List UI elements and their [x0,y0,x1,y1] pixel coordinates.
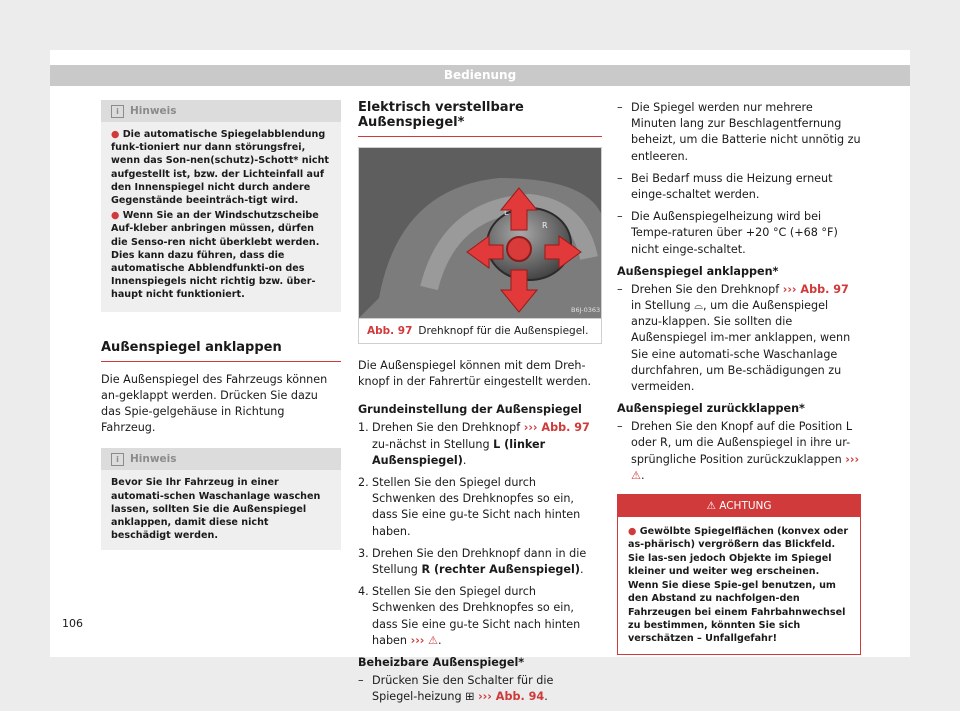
svg-text:R: R [542,221,548,230]
page-number: 106 [62,617,83,630]
note-box [101,448,341,550]
list-item: – Drehen Sie den Drehknopf ››› Abb. 97 in Stellung ⌓, um die Außenspiegel anzu-klappen. Sie sollten die Außenspiegel im-mer anklappen, wenn Sie eine automati-sche Waschanlage durchfahren, um Be-schädigungen zu vermeiden. [617,282,851,394]
figure-link[interactable]: ››› Abb. 97 [782,282,849,296]
warning-icon: ⚠ [427,633,439,647]
note-body: Bevor Sie Ihr Fahrzeug in einer automati-schen Waschanlage waschen lassen, sollten Sie die Außenspiegel anklappen, damit diese nicht beschädigt werden. [111,477,321,542]
list-item: – Drehen Sie den Knopf auf die Position L oder R, um die Außenspiegel in ihre ur-sprüngliche Position zurückzuklappen ››› ⚠. [617,420,860,482]
section-title: Elektrisch verstellbare Außenspiegel* [358,100,602,137]
subheading: Außenspiegel anklappen* [617,264,779,278]
paragraph: Die Außenspiegel können mit dem Dreh-knopf in der Fahrertür eingestellt werden. [358,359,592,389]
note-box [101,100,341,312]
figure-code: B6J-0363 [571,306,601,314]
warning-icon: ⚠ [706,500,716,513]
svg-text:L: L [504,208,509,217]
header-bar: Bedienung [50,65,910,86]
list-item: 3. Drehen Sie den Drehknopf dann in die Stellung R (rechter Außenspiegel). [358,546,587,577]
list-item: 4. Stellen Sie den Spiegel durch Schwenken des Drehknopfes so ein, dass Sie eine gu-te Sicht nach hinten haben ››› ⚠. [358,585,581,647]
figure-link[interactable]: ››› Abb. 97 [523,421,590,435]
info-icon: i [111,105,124,118]
note-header: i Hinweis [101,100,341,122]
warning-link[interactable]: ››› [845,452,860,466]
mirror-heating-icon: ⊞ [465,690,475,704]
list-item: 1. Drehen Sie den Drehknopf ››› Abb. 97 zu-nächst in Stellung L (linker Außenspiegel). [358,421,590,467]
figure [358,147,602,344]
note-header: i Hinweis [101,448,341,470]
note-item: ● Die automatische Spiegelabblendung funk-tioniert nur dann störungsfrei, wenn das Son-nen(schutz)-Schott* nicht aufgestellt ist, bzw. der Lichteinfall auf den Innenspiegel nicht durch andere Gegenstände beeinträch-tigt wird. [111,129,329,207]
list-item: – Die Außenspiegelheizung wird bei Tempe-raturen über +20 °C (+68 °F) nicht einge-schaltet. [617,210,838,256]
paragraph: Die Außenspiegel des Fahrzeugs können an-geklappt werden. Drücken Sie dazu das Spie-gelgehäuse in Richtung Fahrzeug. [101,372,328,435]
subheading: Grundeinstellung der Außenspiegel [358,403,582,417]
column-middle [358,100,602,711]
list-item: – Drücken Sie den Schalter für die Spiegel-heizung ⊞ ››› Abb. 94. [358,674,554,704]
warning-link[interactable]: ››› [410,633,425,647]
column-right [617,100,861,655]
note-item: ● Wenn Sie an der Windschutzscheibe Auf-kleber anbringen müssen, dürfen die Senso-ren nicht überklebt werden. Dies kann dazu führen, dass die automatische Abblendfunkti-on des Innenspiegels nicht richtig bzw. über-haupt nicht funktioniert. [111,210,320,301]
warning-box [617,494,861,655]
note-body [101,122,341,312]
figure-caption: Abb. 97 Drehknopf für die Außenspiegel. [359,318,601,343]
mirror-knob-photo [359,148,601,318]
warning-icon: ⚠ [631,468,642,482]
subheading: Außenspiegel zurückklappen* [617,402,805,416]
figure-link[interactable]: ››› Abb. 94 [478,690,545,704]
warning-body: ● Gewölbte Spiegelflächen (konvex oder as-phärisch) vergrößern das Blickfeld. Sie las-sen jedoch Objekte im Spiegel kleiner und weiter weg erscheinen. Wenn Sie diese Spie-gel benutzen, um den Abstand zu nachfolgen-den Fahrzeugen bei einem Fahrbahnwechsel zu bestimmen, könnten Sie sich verschätzen – Unfallgefahr! [628,526,849,645]
info-icon: i [111,453,124,466]
mirror-fold-icon: ⌓ [694,299,704,313]
section-title: Außenspiegel anklappen [101,340,341,362]
list-item: – Die Spiegel werden nur mehrere Minuten lang zur Beschlagentfernung beheizt, um die Batterie nicht unnötig zu entleeren. [617,101,861,163]
list-item: – Bei Bedarf muss die Heizung erneut einge-schaltet werden. [617,171,833,202]
knob [507,237,531,261]
column-left [101,100,341,566]
subheading: Beheizbare Außenspiegel* [358,656,525,670]
knob-illustration [359,148,601,318]
list-item: 2. Stellen Sie den Spiegel durch Schwenken des Drehknopfes so ein, dass Sie eine gu-te Sicht nach hinten haben. [358,476,581,538]
warning-header: ⚠ ACHTUNG [618,495,860,517]
